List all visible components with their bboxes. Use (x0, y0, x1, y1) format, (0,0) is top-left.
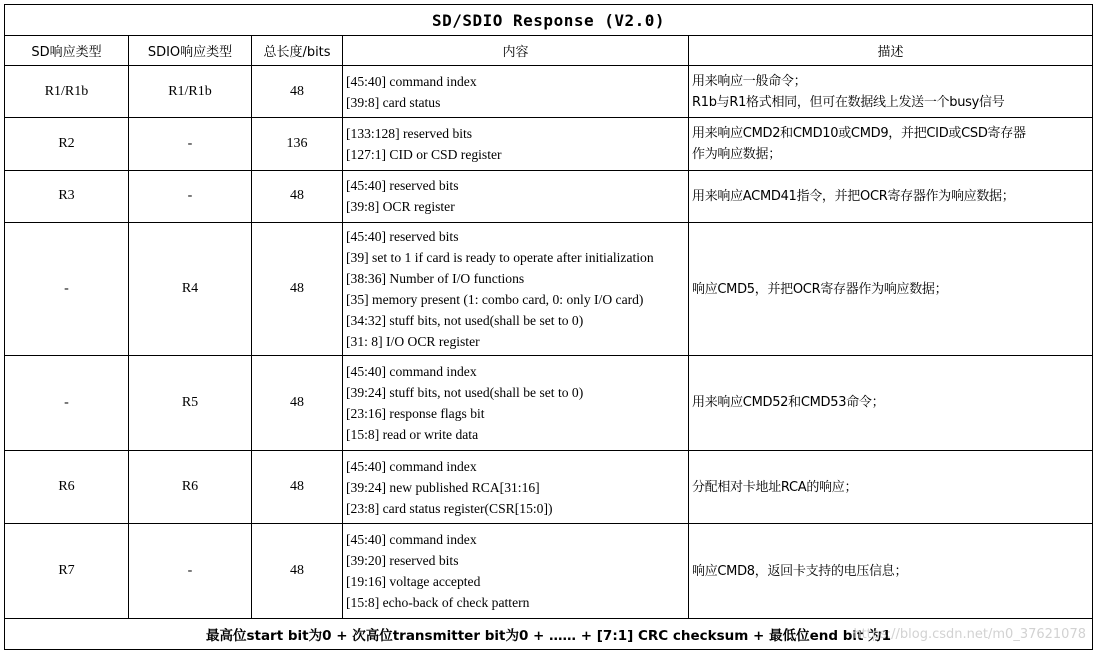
sd-sdio-response-table (4, 4, 1093, 650)
cell-description (689, 118, 1093, 170)
cell-sdio-type: R1/R1b (129, 66, 252, 118)
description-line: 作为响应数据； (692, 147, 781, 163)
cell-sd-type: R1/R1b (5, 66, 129, 118)
content-line: [45:40] command index (346, 458, 477, 474)
description-line: 分配相对卡地址RCA的响应； (692, 479, 858, 495)
cell-description (689, 356, 1093, 451)
cell-sd-type: - (5, 356, 129, 451)
cell-content (343, 170, 689, 222)
cell-sdio-type: R6 (129, 450, 252, 524)
content-line: [23:8] card status register(CSR[15:0]) (346, 500, 553, 516)
cell-content (343, 223, 689, 356)
cell-sd-type: - (5, 223, 129, 356)
content-line: [15:8] read or write data (346, 426, 479, 442)
cell-sdio-type: R4 (129, 223, 252, 356)
content-line: [39:8] card status (346, 94, 441, 110)
header-total-length: 总长度/bits (252, 36, 343, 66)
content-line: [23:16] response flags bit (346, 405, 485, 421)
cell-description (689, 66, 1093, 118)
content-line: [45:40] reserved bits (346, 229, 459, 245)
header-description: 描述 (689, 36, 1093, 66)
watermark: https://blog.csdn.net/m0_37621078 (853, 627, 1086, 642)
cell-total-length: 136 (252, 118, 343, 170)
content-line: [45:40] command index (346, 363, 477, 379)
table-body (5, 66, 1093, 619)
table-row (5, 170, 1093, 222)
content-line: [45:40] command index (346, 73, 477, 89)
description-line: 用来响应一般命令； (692, 73, 807, 89)
cell-description (689, 450, 1093, 524)
cell-sdio-type: - (129, 524, 252, 619)
table-row (5, 524, 1093, 619)
cell-content (343, 524, 689, 619)
content-line: [127:1] CID or CSD register (346, 147, 502, 163)
cell-description (689, 170, 1093, 222)
cell-content (343, 118, 689, 170)
content-line: [39:20] reserved bits (346, 553, 459, 569)
content-line: [34:32] stuff bits, not used(shall be set to 0) (346, 313, 584, 329)
cell-sdio-type: - (129, 170, 252, 222)
description-line: 响应CMD8，返回卡支持的电压信息； (692, 563, 908, 579)
content-line: [133:128] reserved bits (346, 126, 473, 142)
cell-total-length: 48 (252, 170, 343, 222)
header-sdio-type: SDIO响应类型 (129, 36, 252, 66)
description-line: 用来响应CMD52和CMD53命令； (692, 395, 885, 411)
table-row (5, 450, 1093, 524)
cell-sdio-type: - (129, 118, 252, 170)
description-line: 用来响应CMD2和CMD10或CMD9，并把CID或CSD寄存器 (692, 126, 1026, 142)
content-line: [39] set to 1 if card is ready to operate after initialization (346, 250, 654, 266)
table-row (5, 356, 1093, 451)
content-line: [38:36] Number of I/O functions (346, 271, 525, 287)
cell-sd-type: R6 (5, 450, 129, 524)
content-line: [45:40] reserved bits (346, 178, 459, 194)
content-line: [35] memory present (1: combo card, 0: only I/O card) (346, 292, 644, 308)
cell-sd-type: R2 (5, 118, 129, 170)
content-line: [19:16] voltage accepted (346, 574, 481, 590)
cell-description (689, 223, 1093, 356)
footer-formula: 最高位start bit为0 + 次高位transmitter bit为0 + …… + [7:1] CRC checksum + 最低位end bit 为1 (205, 628, 892, 644)
description-line: 响应CMD5，并把OCR寄存器作为响应数据； (692, 281, 948, 297)
description-line: R1b与R1格式相同，但可在数据线上发送一个busy信号 (692, 94, 1005, 110)
cell-total-length: 48 (252, 450, 343, 524)
cell-total-length: 48 (252, 66, 343, 118)
description-line: 用来响应ACMD41指令，并把OCR寄存器作为响应数据； (692, 188, 1015, 204)
content-line: [31: 8] I/O OCR register (346, 334, 480, 350)
content-line: [15:8] echo-back of check pattern (346, 595, 530, 611)
cell-total-length: 48 (252, 223, 343, 356)
table-title: SD/SDIO Response (V2.0) (5, 5, 1093, 36)
table-footer (5, 619, 1093, 650)
content-line: [45:40] command index (346, 532, 477, 548)
table-row (5, 66, 1093, 118)
cell-description (689, 524, 1093, 619)
table-row (5, 118, 1093, 170)
content-line: [39:8] OCR register (346, 199, 455, 215)
cell-total-length: 48 (252, 524, 343, 619)
content-line: [39:24] stuff bits, not used(shall be set to 0) (346, 384, 584, 400)
cell-sd-type: R7 (5, 524, 129, 619)
cell-content (343, 450, 689, 524)
cell-content (343, 356, 689, 451)
content-line: [39:24] new published RCA[31:16] (346, 479, 540, 495)
cell-total-length: 48 (252, 356, 343, 451)
header-sd-type: SD响应类型 (5, 36, 129, 66)
cell-sd-type: R3 (5, 170, 129, 222)
table-row (5, 223, 1093, 356)
header-content: 内容 (343, 36, 689, 66)
cell-sdio-type: R5 (129, 356, 252, 451)
cell-content (343, 66, 689, 118)
